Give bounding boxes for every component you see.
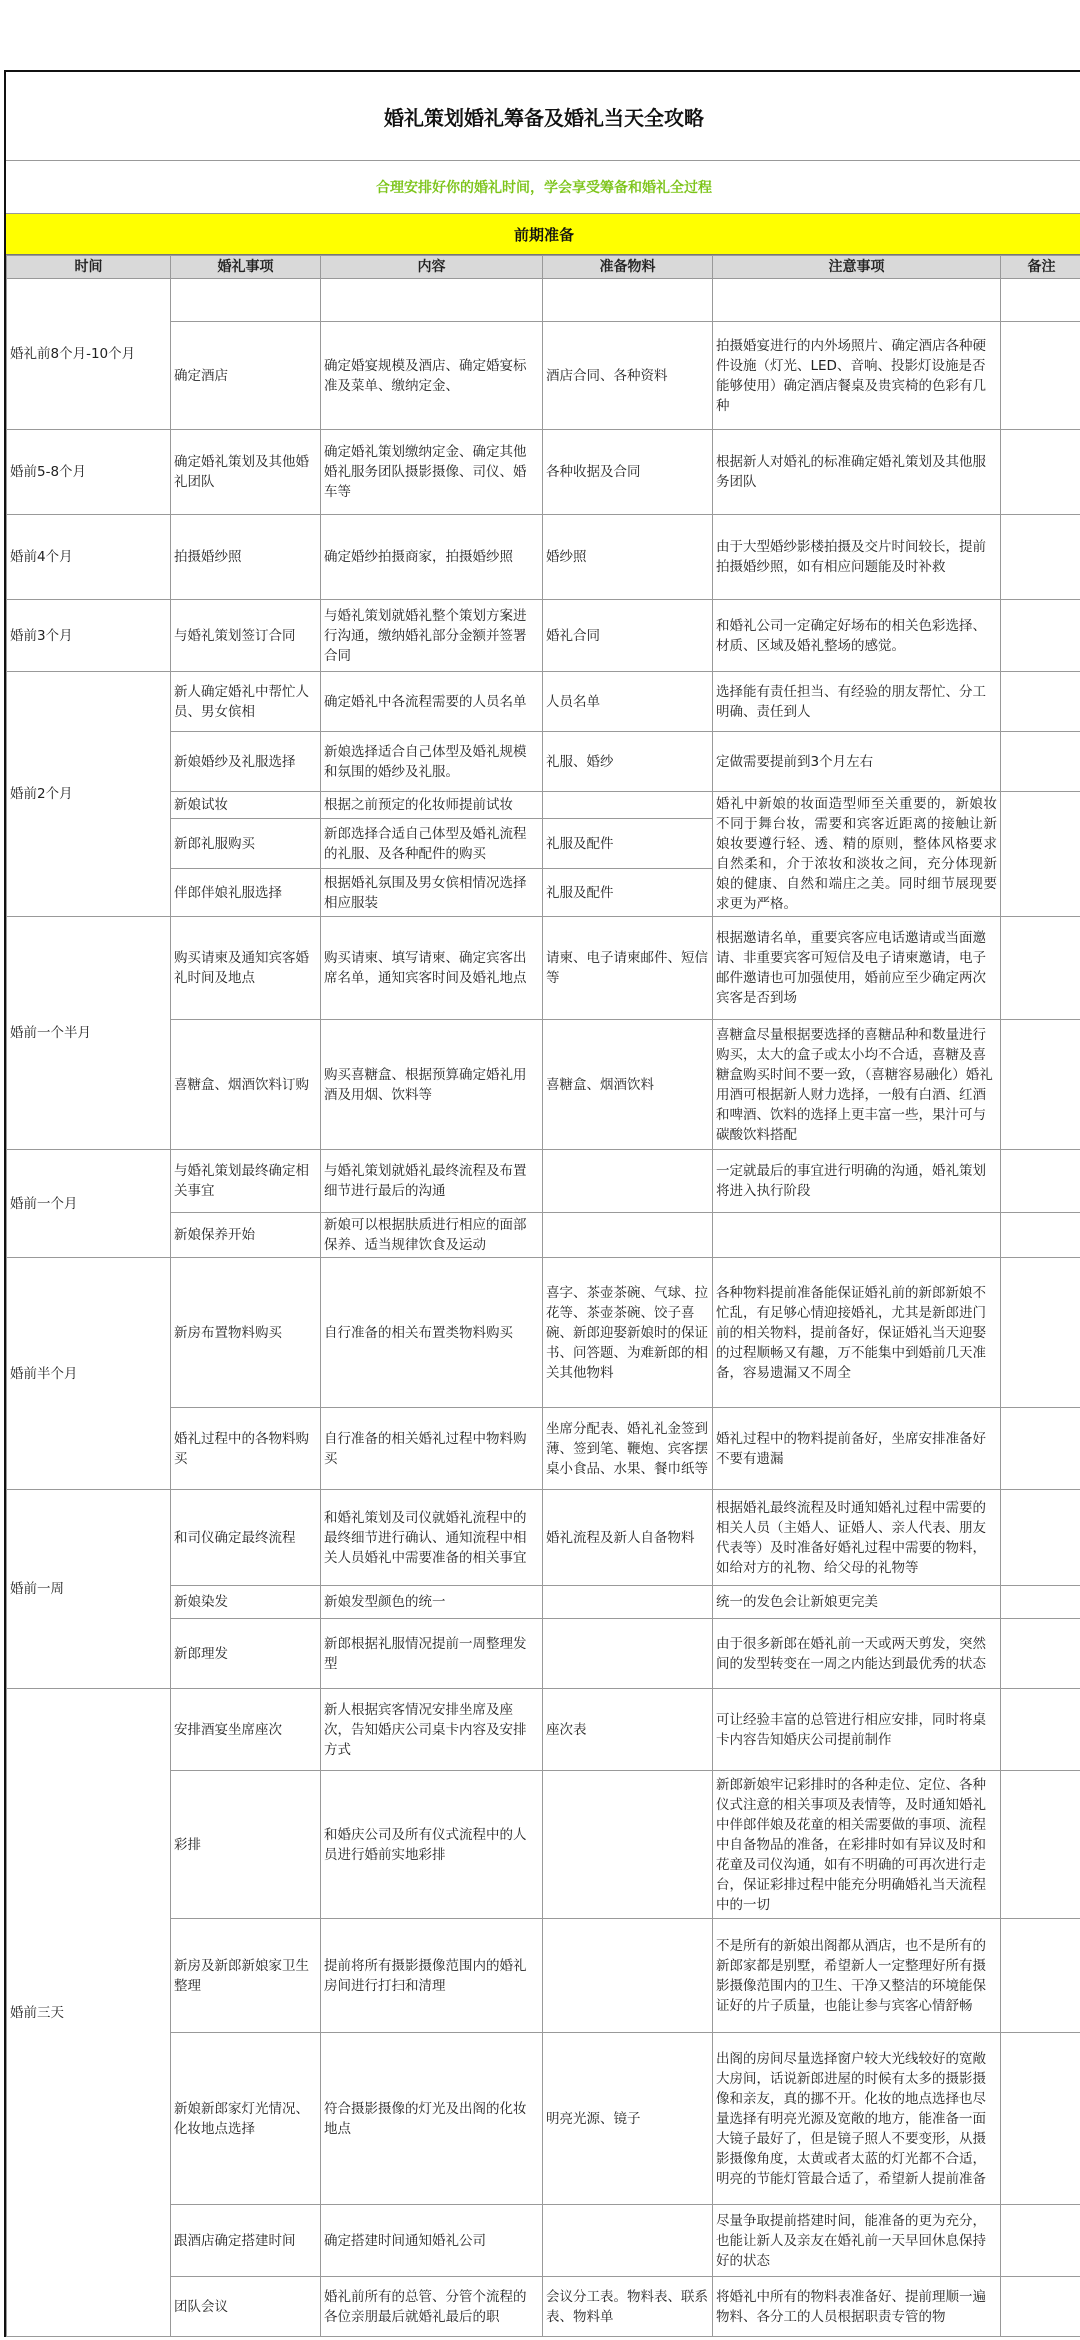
remarks-cell [1001, 917, 1080, 1020]
content-cell: 与婚礼策划就婚礼整个策划方案进行沟通，缴纳婚礼部分金额并签署合同 [321, 600, 543, 672]
item-cell: 安排酒宴坐席座次 [171, 1689, 321, 1771]
item-cell: 和司仪确定最终流程 [171, 1490, 321, 1586]
time-cell: 婚前3个月 [7, 600, 171, 672]
item-cell: 伴郎伴娘礼服选择 [171, 869, 321, 917]
materials-cell: 喜字、茶壶茶碗、气球、拉花等、茶壶茶碗、饺子喜碗、新郎迎娶新娘时的保证书、问答题、为难新郎的相关其他物料 [543, 1258, 713, 1408]
notes-cell: 定做需要提前到3个月左右 [713, 732, 1001, 792]
materials-cell: 婚礼流程及新人自备物料 [543, 1490, 713, 1586]
materials-cell: 会议分工表。物料表、联系表、物料单 [543, 2277, 713, 2337]
remarks-cell [1001, 1490, 1080, 1586]
section-header: 前期准备 [6, 214, 1080, 255]
item-cell: 新娘婚纱及礼服选择 [171, 732, 321, 792]
remarks-cell [1001, 2277, 1080, 2337]
time-cell: 婚前2个月 [7, 672, 171, 917]
remarks-cell [1001, 1258, 1080, 1408]
item-cell: 跟酒店确定搭建时间 [171, 2205, 321, 2277]
page-subtitle: 合理安排好你的婚礼时间，学会享受筹备和婚礼全过程 [6, 161, 1080, 214]
content-cell: 婚礼前所有的总管、分管个流程的各位亲朋最后就婚礼最后的职 [321, 2277, 543, 2337]
item-cell: 拍摄婚纱照 [171, 515, 321, 600]
table-row [7, 279, 1080, 322]
notes-cell: 新郎新娘牢记彩排时的各种走位、定位、各种仪式注意的相关事项及表情等，及时通知婚礼中伴郎伴娘及花童的相关需要做的事项、流程中自备物品的准备，在彩排时如有异议及时和花童及司仪沟通，如有不明确的可再次进行走台，保证彩排过程中能充分明确婚礼当天流程中的一切 [713, 1771, 1001, 1919]
materials-cell: 坐席分配表、婚礼礼金签到薄、签到笔、鞭炮、宾客摆桌小食品、水果、餐巾纸等 [543, 1408, 713, 1490]
notes-cell: 由于很多新郎在婚礼前一天或两天剪发，突然间的发型转变在一周之内能达到最优秀的状态 [713, 1619, 1001, 1689]
materials-cell: 婚礼合同 [543, 600, 713, 672]
materials-cell [543, 1586, 713, 1619]
materials-cell: 喜糖盒、烟酒饮料 [543, 1020, 713, 1150]
notes-cell: 和婚礼公司一定确定好场布的相关色彩选择、材质、区域及婚礼整场的感觉。 [713, 600, 1001, 672]
table-row [7, 1689, 1080, 1771]
notes-cell: 将婚礼中所有的物料表准备好、提前理顺一遍物料、各分工的人员根据职责专管的物 [713, 2277, 1001, 2337]
notes-cell: 婚礼过程中的物料提前备好，坐席安排准备好不要有遗漏 [713, 1408, 1001, 1490]
table-row [7, 515, 1080, 600]
remarks-cell [1001, 600, 1080, 672]
materials-cell [543, 279, 713, 322]
remarks-cell [1001, 1020, 1080, 1150]
materials-cell [543, 792, 713, 819]
schedule-table [6, 255, 1080, 2337]
content-cell: 自行准备的相关布置类物料购买 [321, 1258, 543, 1408]
item-cell: 新娘保养开始 [171, 1213, 321, 1258]
remarks-cell [1001, 1150, 1080, 1213]
content-cell: 购买请柬、填写请柬、确定宾客出席名单，通知宾客时间及婚礼地点 [321, 917, 543, 1020]
content-cell: 新娘可以根据肤质进行相应的面部保养、适当规律饮食及运动 [321, 1213, 543, 1258]
remarks-cell [1001, 430, 1080, 515]
materials-cell [543, 1919, 713, 2033]
materials-cell: 酒店合同、各种资料 [543, 322, 713, 430]
header-content: 内容 [321, 256, 543, 279]
content-cell: 确定婚宴规模及酒店、确定婚宴标准及菜单、缴纳定金、 [321, 322, 543, 430]
content-cell: 提前将所有摄影摄像范围内的婚礼房间进行打扫和清理 [321, 1919, 543, 2033]
content-cell: 自行准备的相关婚礼过程中物料购买 [321, 1408, 543, 1490]
notes-cell: 可让经验丰富的总管进行相应安排，同时将桌卡内容告知婚庆公司提前制作 [713, 1689, 1001, 1771]
item-cell: 与婚礼策划最终确定相关事宜 [171, 1150, 321, 1213]
item-cell: 婚礼过程中的各物料购买 [171, 1408, 321, 1490]
remarks-cell [1001, 279, 1080, 322]
header-notes: 注意事项 [713, 256, 1001, 279]
materials-cell: 座次表 [543, 1689, 713, 1771]
remarks-cell [1001, 1919, 1080, 2033]
notes-cell: 统一的发色会让新娘更完美 [713, 1586, 1001, 1619]
content-cell: 与婚礼策划就婚礼最终流程及布置细节进行最后的沟通 [321, 1150, 543, 1213]
content-cell: 确定婚礼中各流程需要的人员名单 [321, 672, 543, 732]
header-materials: 准备物料 [543, 256, 713, 279]
remarks-cell [1001, 672, 1080, 732]
remarks-cell [1001, 1586, 1080, 1619]
time-cell: 婚前一周 [7, 1490, 171, 1689]
materials-cell: 婚纱照 [543, 515, 713, 600]
notes-cell: 尽量争取提前搭建时间，能准备的更为充分，也能让新人及亲友在婚礼前一天早回休息保持好的状态 [713, 2205, 1001, 2277]
content-cell: 新娘发型颜色的统一 [321, 1586, 543, 1619]
notes-cell: 选择能有责任担当、有经验的朋友帮忙、分工明确、责任到人 [713, 672, 1001, 732]
content-cell: 和婚庆公司及所有仪式流程中的人员进行婚前实地彩排 [321, 1771, 543, 1919]
item-cell: 新郎理发 [171, 1619, 321, 1689]
content-cell [321, 279, 543, 322]
content-cell: 新人根据宾客情况安排坐席及座次，告知婚庆公司桌卡内容及安排方式 [321, 1689, 543, 1771]
item-cell: 新人确定婚礼中帮忙人员、男女傧相 [171, 672, 321, 732]
item-cell: 新娘新郎家灯光情况、化妆地点选择 [171, 2033, 321, 2205]
remarks-cell [1001, 792, 1080, 917]
item-cell: 新房布置物料购买 [171, 1258, 321, 1408]
content-cell: 新娘选择适合自己体型及婚礼规模和氛围的婚纱及礼服。 [321, 732, 543, 792]
time-cell: 婚前三天 [7, 1689, 171, 2337]
remarks-cell [1001, 2033, 1080, 2205]
table-header-row [7, 256, 1080, 279]
item-cell [171, 279, 321, 322]
materials-cell [543, 2205, 713, 2277]
table-row [7, 430, 1080, 515]
remarks-cell [1001, 732, 1080, 792]
item-cell: 新房及新郎新娘家卫生整理 [171, 1919, 321, 2033]
materials-cell: 人员名单 [543, 672, 713, 732]
materials-cell: 请柬、电子请柬邮件、短信等 [543, 917, 713, 1020]
remarks-cell [1001, 1408, 1080, 1490]
table-row [7, 1258, 1080, 1408]
remarks-cell [1001, 515, 1080, 600]
notes-cell: 一定就最后的事宜进行明确的沟通，婚礼策划将进入执行阶段 [713, 1150, 1001, 1213]
notes-cell: 喜糖盒尽量根据要选择的喜糖品种和数量进行购买，太大的盒子或太小均不合适，喜糖及喜糖盒购买时间不要一致，（喜糖容易融化）婚礼用酒可根据新人财力选择，一般有白酒、红酒和啤酒、饮料的选择上更丰富一些，果汁可与碳酸饮料搭配 [713, 1020, 1001, 1150]
table-row [7, 917, 1080, 1020]
remarks-cell [1001, 1689, 1080, 1771]
notes-cell: 各种物料提前准备能保证婚礼前的新郎新娘不忙乱，有足够心情迎接婚礼，尤其是新郎进门前的相关物料，提前备好，保证婚礼当天迎娶的过程顺畅又有趣，万不能集中到婚前几天准备，容易遗漏又不周全 [713, 1258, 1001, 1408]
item-cell: 确定酒店 [171, 322, 321, 430]
content-cell: 新郎根据礼服情况提前一周整理发型 [321, 1619, 543, 1689]
materials-cell: 礼服及配件 [543, 819, 713, 869]
notes-cell: 根据新人对婚礼的标准确定婚礼策划及其他服务团队 [713, 430, 1001, 515]
time-cell: 婚礼前8个月-10个月 [7, 279, 171, 430]
notes-cell [713, 1213, 1001, 1258]
table-row [7, 1150, 1080, 1213]
content-cell: 根据婚礼氛围及男女傧相情况选择相应服装 [321, 869, 543, 917]
item-cell: 确定婚礼策划及其他婚礼团队 [171, 430, 321, 515]
table-row [7, 600, 1080, 672]
content-cell: 符合摄影摄像的灯光及出阁的化妆地点 [321, 2033, 543, 2205]
materials-cell: 各种收据及合同 [543, 430, 713, 515]
item-cell: 新郎礼服购买 [171, 819, 321, 869]
time-cell: 婚前5-8个月 [7, 430, 171, 515]
notes-cell: 不是所有的新娘出阁都从酒店，也不是所有的新郎家都是别墅，希望新人一定整理好所有摄影摄像范围内的卫生、干净又整洁的环境能保证好的片子质量，也能让参与宾客心情舒畅 [713, 1919, 1001, 2033]
materials-cell [543, 1213, 713, 1258]
remarks-cell [1001, 1619, 1080, 1689]
materials-cell [543, 1619, 713, 1689]
notes-cell: 根据婚礼最终流程及时通知婚礼过程中需要的相关人员（主婚人、证婚人、亲人代表、朋友代表等）及时准备好婚礼过程中需要的物料，如给对方的礼物、给父母的礼物等 [713, 1490, 1001, 1586]
spreadsheet [4, 70, 1080, 2337]
remarks-cell [1001, 322, 1080, 430]
item-cell: 团队会议 [171, 2277, 321, 2337]
materials-cell [543, 1150, 713, 1213]
time-cell: 婚前一个半月 [7, 917, 171, 1150]
content-cell: 购买喜糖盒、根据预算确定婚礼用酒及用烟、饮料等 [321, 1020, 543, 1150]
header-remarks: 备注 [1001, 256, 1080, 279]
item-cell: 新娘试妆 [171, 792, 321, 819]
content-cell: 确定婚纱拍摄商家，拍摄婚纱照 [321, 515, 543, 600]
content-cell: 新郎选择合适自己体型及婚礼流程的礼服、及各种配件的购买 [321, 819, 543, 869]
content-cell: 根据之前预定的化妆师提前试妆 [321, 792, 543, 819]
notes-cell [713, 279, 1001, 322]
header-item: 婚礼事项 [171, 256, 321, 279]
time-cell: 婚前半个月 [7, 1258, 171, 1490]
time-cell: 婚前4个月 [7, 515, 171, 600]
content-cell: 和婚礼策划及司仪就婚礼流程中的最终细节进行确认、通知流程中相关人员婚礼中需要准备的相关事宜 [321, 1490, 543, 1586]
materials-cell: 明亮光源、镜子 [543, 2033, 713, 2205]
item-cell: 喜糖盒、烟酒饮料订购 [171, 1020, 321, 1150]
remarks-cell [1001, 1771, 1080, 1919]
notes-cell: 拍摄婚宴进行的内外场照片、确定酒店各种硬件设施（灯光、LED、音响、投影灯设施是否能够使用）确定酒店餐桌及贵宾椅的色彩有几种 [713, 322, 1001, 430]
item-cell: 新娘染发 [171, 1586, 321, 1619]
content-cell: 确定搭建时间通知婚礼公司 [321, 2205, 543, 2277]
materials-cell: 礼服及配件 [543, 869, 713, 917]
page-title: 婚礼策划婚礼筹备及婚礼当天全攻略 [6, 72, 1080, 161]
remarks-cell [1001, 2205, 1080, 2277]
materials-cell [543, 1771, 713, 1919]
materials-cell: 礼服、婚纱 [543, 732, 713, 792]
item-cell: 购买请柬及通知宾客婚礼时间及地点 [171, 917, 321, 1020]
table-row [7, 1490, 1080, 1586]
content-cell: 确定婚礼策划缴纳定金、确定其他婚礼服务团队摄影摄像、司仪、婚车等 [321, 430, 543, 515]
notes-cell: 根据邀请名单，重要宾客应电话邀请或当面邀请、非重要宾客可短信及电子请柬邀请，电子邮件邀请也可加强使用，婚前应至少确定两次宾客是否到场 [713, 917, 1001, 1020]
item-cell: 与婚礼策划签订合同 [171, 600, 321, 672]
header-time: 时间 [7, 256, 171, 279]
remarks-cell [1001, 1213, 1080, 1258]
notes-cell: 由于大型婚纱影楼拍摄及交片时间较长，提前拍摄婚纱照，如有相应问题能及时补救 [713, 515, 1001, 600]
notes-cell: 婚礼中新娘的妆面造型师至关重要的，新娘妆不同于舞台妆，需要和宾客近距离的接触让新娘妆要遵行轻、透、精的原则，整体风格要求自然柔和，介于浓妆和淡妆之间，充分体现新娘的健康、自然和端庄之美。同时细节展现要求更为严格。 [713, 792, 1001, 917]
time-cell: 婚前一个月 [7, 1150, 171, 1258]
item-cell: 彩排 [171, 1771, 321, 1919]
notes-cell: 出阁的房间尽量选择窗户较大光线较好的宽敞大房间，话说新郎进屋的时候有太多的摄影摄像和亲友，真的挪不开。化妆的地点选择也尽量选择有明亮光源及宽敞的地方，能准备一面大镜子最好了，但是镜子照人不要变形，从摄影摄像角度，太黄或者太蓝的灯光都不合适，明亮的节能灯管最合适了，希望新人提前准备 [713, 2033, 1001, 2205]
table-row [7, 672, 1080, 732]
